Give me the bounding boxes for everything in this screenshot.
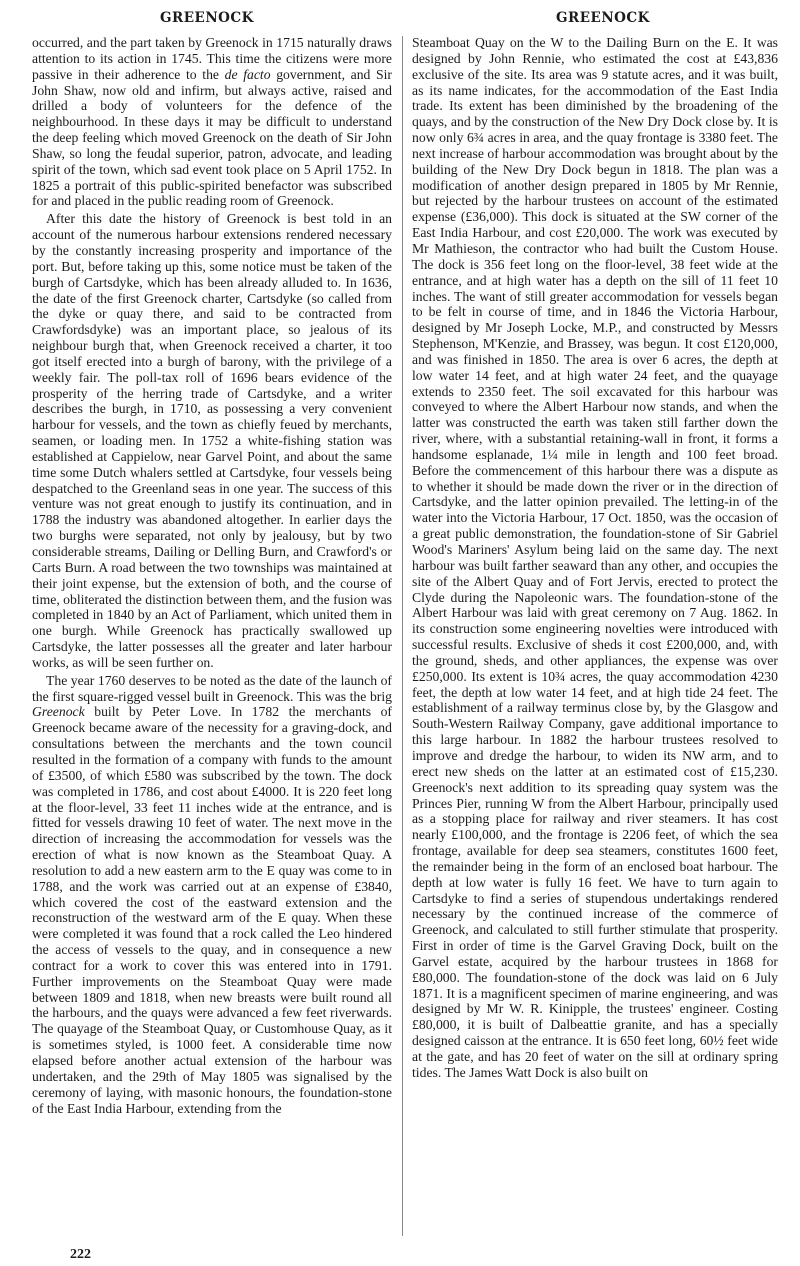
- page-number: 222: [70, 1247, 91, 1262]
- running-head-right: GREENOCK: [556, 10, 650, 26]
- paragraph-2: After this date the history of Greenock is best told in an account of the numerous harbour extensions rendered necessary by the constantly increasing prosperity and importance of the port. But, before taking up this, some notice must be taken of the burgh of Cartsdyke, which has been already alluded to. In 1636, the date of the first Greenock charter, Cartsdyke (so called from the dyke or quay there, and said to be contracted from Crawfordsdyke) was an important place, so jealous of its neighbour burgh that, when Greenock received a charter, it too got itself erected into a burgh of barony, with the privilege of a weekly fair. The poll-tax roll of 1696 bears evidence of the prosperity of the herring trade of Cartsdyke, and a writer describes the burgh, in 1710, as possessing a very convenient harbour for vessels, and the town as chiefly feued by merchants, seamen, or loading men. In 1752 a white-fishing station was established at Cappielow, near Garvel Point, and about the same time some Dutch whalers settled at Cartsdyke, four vessels being despatched to the Greenland seas in one year. The success of this venture was not great enough to justify its continuation, and in 1788 the industry was abandoned altogether. In earlier days the two burghs were separated, not only by jealousy, but by two considerable streams, Dailing or Delling Burn, and Crawford's or Carts Burn. A road between the two townships was maintained at their joint expense, but the extension of both, and the course of time, obliterated the distinction between them, and the fusion was completed in 1840 by an Act of Parliament, which united them in one burgh. While Greenock has practically swallowed up Cartsdyke, the latter possesses all the greater and later harbour works, as will be seen further on.: [32, 211, 392, 670]
- paragraph-1: occurred, and the part taken by Greenock in 1715 naturally draws attention to its action in 1745. This time the citizens were more passive in their adherence to the de facto government, and Sir John Shaw, now old and infirm, but always active, raised and drilled a body of volunteers for the defence of the neighbourhood. In these days it may be difficult to understand the deep feeling which moved Greenock on the death of Sir John Shaw, so long the feudal superior, patron, advocate, and leading spirit of the town, which sad event took place on 5 April 1752. In 1825 a portrait of this public-spirited benefactor was subscribed for and placed in the public reading room of Greenock.: [32, 35, 392, 209]
- left-column: [32, 35, 392, 1116]
- column-divider: [402, 36, 403, 1236]
- paragraph-right: Steamboat Quay on the W to the Dailing Burn on the E. It was designed by John Rennie, who estimated the cost at £43,836 exclusive of the site. Its area was 9 statute acres, and it was built, as its name indicates, for the accommodation of the East India trade. Its extent has been diminished by the broadening of the quays, and by the construction of the New Dry Dock close by. It is now only 6¾ acres in area, and the quay frontage is 3380 feet. The next increase of harbour accommodation was brought about by the building of the New Dry Dock begun in 1818. The plan was a modification of another design prepared in 1805 by Mr Rennie, but rejected by the harbour trustees on account of the estimated expense (£36,000). This dock is situated at the SW corner of the East India Harbour, and cost £20,000. The work was executed by Mr Mathieson, the contractor who had built the Custom House. The dock is 356 feet long on the floor-level, 38 feet wide at the entrance, and at high water has a depth on the sill of 11 feet 10 inches. The want of still greater accommodation for vessels began to be felt in course of time, and in 1846 the Victoria Harbour, designed by Mr Joseph Locke, M.P., and constructed by Messrs Stephenson, M'Kenzie, and Brassey, was begun. It cost £120,000, and was finished in 1850. The area is over 6 acres, the depth at low water 14 feet, and at high water 24 feet, and the quayage extends to 2350 feet. The soil excavated for this harbour was conveyed to where the Albert Harbour now stands, and when the latter was constructed the earth was taken still farther down the river, where, with a substantial retaining-wall in front, it forms a handsome esplanade, 1¼ mile in length and 100 feet broad. Before the commencement of this harbour there was a dispute as to whether it should be made down the river or in the direction of Cartsdyke, and the latter opinion prevailed. The letting-in of the water into the Victoria Harbour, 17 Oct. 1850, was the occasion of a great public demonstration, the foundation-stone of Sir Gabriel Wood's Mariners' Asylum being laid on the same day. The next harbour was built farther seaward than any other, and occupies the site of the Albert Quay and of Fort Jervis, erected to protect the Clyde during the Napoleonic wars. The foundation-stone of the Albert Harbour was laid with great ceremony on 7 Aug. 1862. In its construction some engineering novelties were introduced with successful results. Exclusive of sheds it cost £200,000, and, with the ground, sheds, and other appliances, the expense was over £250,000. Its extent is 10¾ acres, the quay accommodation 4230 feet, the depth at low water 14 feet, and at high tide 24 feet. The establishment of a railway terminus close by, by the Glasgow and South-Western Railway Company, gave additional importance to this large harbour. In 1882 the harbour trustees resolved to improve and dredge the harbour, to widen its NW arm, and to erect new sheds on the latter at an estimated cost of £15,230. Greenock's next addition to its spreading quay system was the Princes Pier, running W from the Albert Harbour, principally used as a stopping place for railway and river steamers. It has cost nearly £100,000, and the frontage is 2206 feet, of which the sea frontage, available for deep sea steamers, constitutes 1600 feet, the remainder being in the form of an enclosed boat harbour. The depth at low water is fully 16 feet. We have to turn again to Cartsdyke to find a series of stupendous undertakings rendered necessary by the continued increase of the commerce of Greenock, and calculated to still further stimulate that prosperity. First in order of time is the Garvel Graving Dock, built on the Garvel estate, acquired by the harbour trustees in 1868 for £80,000. The foundation-stone of the dock was laid on 6 July 1871. It is a magnificent specimen of marine engineering, and was designed by Mr W. R. Kinipple, the trustees' engineer. Costing £80,000, it is built of Dalbeattie granite, and has a specially designed caisson at the entrance. It is 650 feet long, 60½ feet wide at the gate, and has 20 feet of water on the sill at ordinary spring tides. The James Watt Dock is also built on: [412, 35, 778, 1080]
- right-column: [412, 35, 778, 1081]
- running-head-left: GREENOCK: [160, 10, 254, 26]
- paragraph-3: The year 1760 deserves to be noted as the date of the launch of the first square-rigged vessel built in Greenock. This was the brig Greenock built by Peter Love. In 1782 the merchants of Greenock became aware of the necessity for a graving-dock, and consultations between the merchants and the town council resulted in the formation of a company with funds to the amount of £3500, of which £580 was subscribed by the town. The dock was completed in 1786, and cost about £4000. It is 220 feet long at the floor-level, 33 feet 11 inches wide at the entrance, and is fitted for vessels drawing 10 feet of water. The next move in the direction of increasing the accommodation for vessels was the erection of what is now known as the Steamboat Quay. A resolution to add a new eastern arm to the E quay was come to in 1788, and the work was carried out at an expense of £3840, which covered the cost of the eastward extension and the reconstruction of the westward arm of the E quay. When these were completed it was found that a rock called the Leo hindered the access of vessels to the quay, and in consequence a new contract for a work to cover this was entered into in 1791. Further improvements on the Steamboat Quay were made between 1809 and 1818, when new breasts were built round all the harbours, and the quays were advanced a few feet riverwards. The quayage of the Steamboat Quay, or Customhouse Quay, as it is sometimes styled, is 1000 feet. A considerable time now elapsed before another actual extension of the harbour was undertaken, and the 29th of May 1805 was signalised by the ceremony of laying, with masonic honours, the foundation-stone of the East India Harbour, extending from the: [32, 672, 392, 1116]
